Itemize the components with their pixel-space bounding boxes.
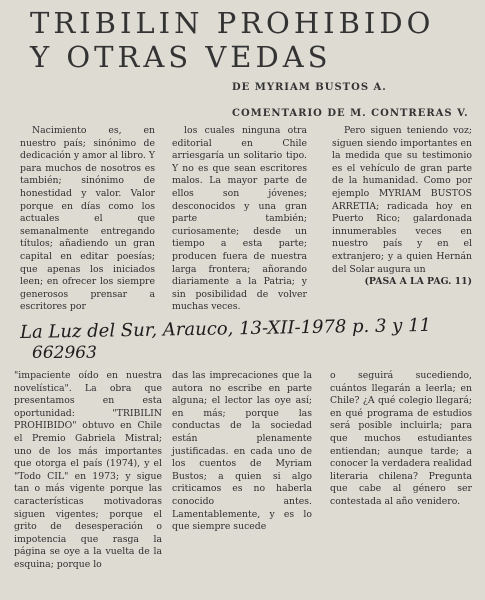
commentary-byline: COMENTARIO DE M. CONTRERAS V. <box>232 108 469 119</box>
column-text: das las imprecaciones que la autora no escribe en parte alguna; el lector las oye así; en más; porque las conductas de la sociedad están plenamente justificadas. en cada uno de los cuentos de Myriam Bustos; a quien si algo criticamos es no haberla conocido antes. Lamentablemente, y es lo que siempre sucede <box>172 370 312 533</box>
article-column-2 <box>172 125 307 314</box>
column-text: "impaciente oído en nuestra novelística". La obra que presentamos en esta oportunidad: "TRIBILIN PROHIBIDO" obtuvo en Chile el Premio Gabriela Mistral; uno de los más importantes que otorga el país (1974), y el "Todo CIL" en 1973; y sigue tan o más vigente porque las características motivadoras siguen vigentes; porque el grito de desesperación o impotencia que rasga la página se oye a la vuelta de la esquina; porque lo <box>14 370 162 570</box>
handwritten-source-note: La Luz del Sur, Arauco, 13-XII-1978 p. 3 y 11 <box>19 314 432 344</box>
column-text: Nacimiento es, en nuestro país; sinónimo de dedicación y amor al libro. Y para muchos de nosotros es también; sinónimo de honestidad y valor. Valor porque en días como los actuales el que semanalmente entregando títulos; añadiendo un gran capital en editar poesías; que apenas los iniciados leen; en ofrecer los siempre generosos prensar a escritores por <box>20 125 155 313</box>
headline-line-1: TRIBILIN PROHIBIDO <box>30 6 435 40</box>
column-text: los cuales ninguna otra editorial en Chile arriesgaría un solitario tipo. Y no es que sean escritores malos. La mayor parte de ellos son jóvenes; desconocidos y una gran parte también; curiosamente; desde un tiempo a esta parte; producen fuera de nuestra larga frontera; añorando diariamente a la Patria; y sin posibilidad de volver muchas veces. <box>172 125 307 313</box>
column-text: Pero siguen teniendo voz; siguen siendo importantes en la medida que su testimonio es el vehículo de gran parte de la humanidad. Como por ejemplo MYRIAM BUSTOS ARRETIA; radicada hoy en Puerto Rico; galardonada innumerables veces en nuestro país y en el extranjero; y a quien Hernán del Solar augura un <box>332 125 472 275</box>
continued-on-page-note: (PASA A LA PAG. 11) <box>364 276 472 288</box>
author-byline: DE MYRIAM BUSTOS A. <box>232 82 387 93</box>
article-column-3-continued <box>330 370 472 509</box>
article-column-1-continued <box>14 370 162 572</box>
column-text: o seguirá sucediendo, cuántos llegarán a leerla; en Chile? ¿A qué colegio llegará; en qué programa de estudios será posible incluirla; para que muchos estudiantes entiendan; aunque tarde; a conocer la verdadera realidad literaria chilena? Pregunta que cabe al género ser contestada al año venidero. <box>330 370 472 507</box>
headline-line-2: Y OTRAS VEDAS <box>30 40 332 74</box>
article-column-3 <box>332 125 472 289</box>
article-column-1 <box>20 125 155 314</box>
article-column-2-continued <box>172 370 312 534</box>
handwritten-catalog-number: 662963 <box>32 343 97 363</box>
